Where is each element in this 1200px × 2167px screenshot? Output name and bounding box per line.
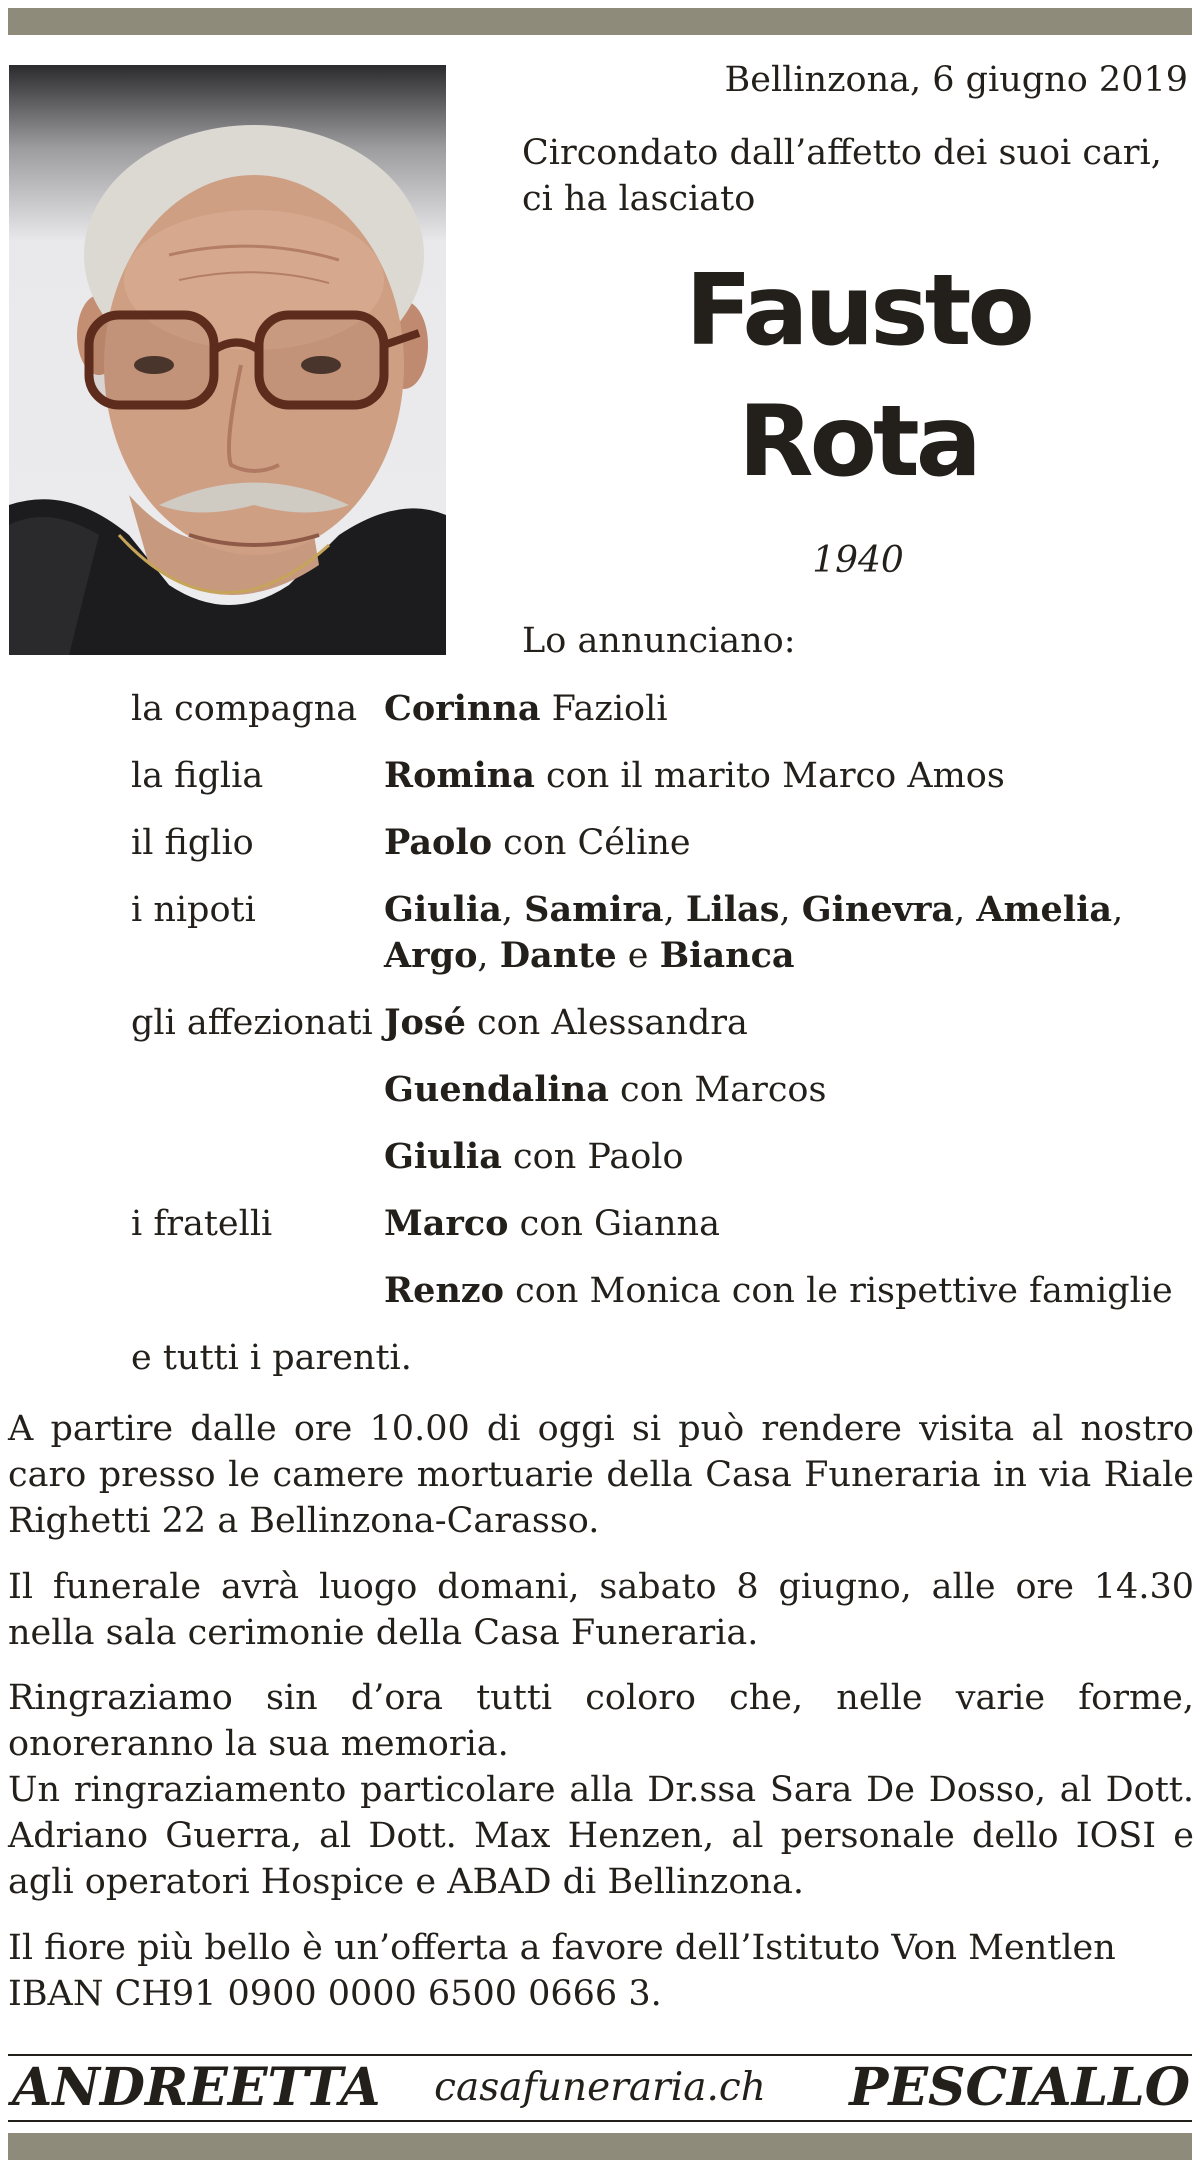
- intro-text: Circondato dall’affetto dei suoi cari, ci ha lasciato: [522, 133, 1162, 219]
- family-names: Guendalina con Marcos: [384, 1069, 827, 1110]
- deceased-last-name: Rota: [738, 385, 978, 499]
- footer-brand-right: PESCIALLO: [849, 2057, 1190, 2118]
- birth-year: 1940: [812, 540, 904, 581]
- donation-paragraph: [8, 1925, 1194, 2017]
- family-names: Renzo con Monica con le rispettive famiglie: [384, 1270, 1173, 1311]
- relation-label: i nipoti: [131, 890, 256, 930]
- donation-text: Il fiore più bello è un’offerta a favore dell’Istituto Von Mentlen: [8, 1928, 1116, 1968]
- bottom-decorative-bar: [8, 2133, 1192, 2160]
- announcement-date: Bellinzona, 6 giugno 2019: [724, 60, 1188, 100]
- family-names: Argo, Dante e Bianca: [384, 935, 795, 976]
- relation-label: la figlia: [131, 756, 264, 796]
- relation-label: gli affezionati: [131, 1003, 373, 1043]
- family-names: Romina con il marito Marco Amos: [384, 755, 1005, 796]
- family-names: José con Alessandra: [384, 1002, 748, 1043]
- footer-brand-left: ANDREETTA: [12, 2057, 381, 2118]
- announce-label: Lo annunciano:: [522, 621, 796, 661]
- deceased-portrait-photo: [9, 65, 446, 655]
- closing-relatives: e tutti i parenti.: [131, 1338, 412, 1378]
- family-names: Paolo con Céline: [384, 822, 691, 863]
- iban-text: IBAN CH91 0900 0000 6500 0666 3.: [8, 1974, 662, 2014]
- family-names: Marco con Gianna: [384, 1203, 720, 1244]
- family-names: Giulia, Samira, Lilas, Ginevra, Amelia,: [384, 889, 1124, 930]
- deceased-first-name: Fausto: [685, 254, 1031, 368]
- special-thanks-paragraph: Un ringraziamento particolare alla Dr.ssa Sara De Dosso, al Dott. Adriano Guerra, al Dott. Max Henzen, al personale dello IOSI e agli operatori Hospice e ABAD di Bellinzona.: [8, 1770, 1194, 1902]
- footer-bottom-rule: [8, 2120, 1192, 2122]
- relation-label: il figlio: [131, 823, 254, 863]
- funeral-paragraph: Il funerale avrà luogo domani, sabato 8 giugno, alle ore 14.30 nella sala cerimonie della Casa Funeraria.: [8, 1567, 1194, 1653]
- family-names: Corinna Fazioli: [384, 688, 668, 729]
- top-decorative-bar: [8, 8, 1192, 35]
- relation-label: la compagna: [131, 689, 358, 729]
- relation-label: i fratelli: [131, 1204, 273, 1244]
- family-names: Giulia con Paolo: [384, 1136, 684, 1177]
- footer-website-link[interactable]: casafuneraria.ch: [434, 2065, 766, 2110]
- thanks-paragraph: Ringraziamo sin d’ora tutti coloro che, nelle varie forme, onoreranno la sua memoria.: [8, 1678, 1194, 1764]
- visit-paragraph: A partire dalle ore 10.00 di oggi si può rendere visita al nostro caro presso le camere mortuarie della Casa Funeraria in via Riale Righetti 22 a Bellinzona-Carasso.: [8, 1409, 1194, 1541]
- footer-top-rule: [8, 2054, 1192, 2056]
